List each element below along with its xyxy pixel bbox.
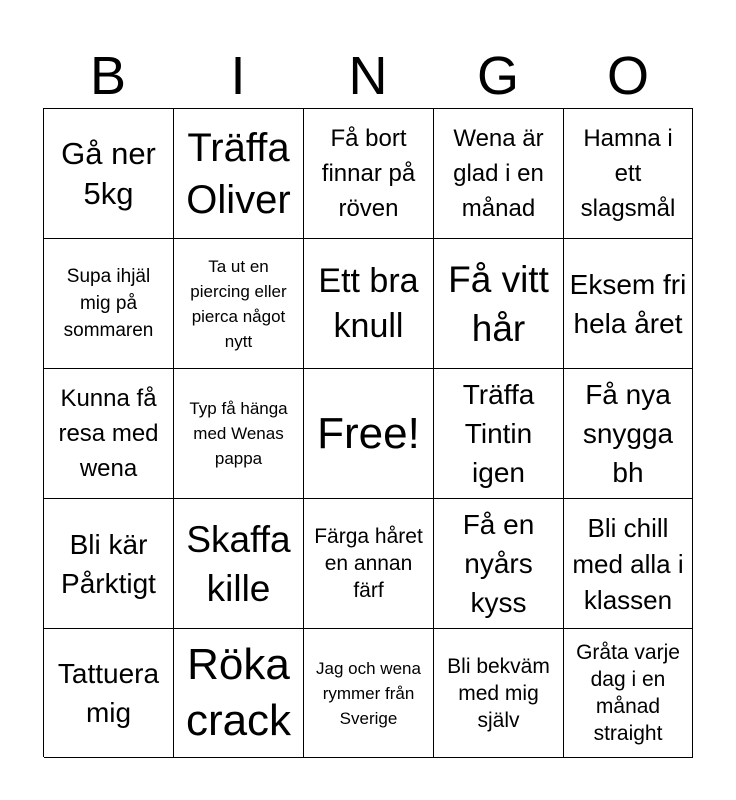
bingo-cell[interactable] [434,109,564,239]
bingo-board [43,108,693,757]
header-letter-o: O [606,46,649,106]
bingo-cell[interactable] [434,369,564,499]
bingo-cell[interactable] [434,629,564,758]
cell-text: Ett bra knull [318,261,419,345]
bingo-cell[interactable] [434,499,564,629]
cell-text: Färga håret en annan färf [314,525,423,602]
bingo-cell[interactable] [434,239,564,369]
cell-text: Träffa Oliver [186,125,291,222]
bingo-cell[interactable] [174,499,304,629]
bingo-cell[interactable] [44,499,174,629]
header-letter-i: I [230,46,246,106]
free-cell[interactable] [304,369,434,499]
cell-text: Gråta varje dag i en månad straight [576,641,680,745]
bingo-cell[interactable] [304,239,434,369]
cell-text: Bli bekväm med mig själv [447,654,550,732]
bingo-header [43,44,693,108]
cell-text: Kunna få resa med wena [58,385,159,482]
cell-text: Få bort finnar på röven [321,125,416,222]
cell-text: Jag och wena rymmer från Sverige [316,658,421,728]
cell-text: Tattuera mig [57,658,160,728]
cell-text: Eksem fri hela året [569,268,687,339]
cell-text: Skaffa kille [186,518,291,609]
bingo-cell[interactable] [304,499,434,629]
bingo-cell[interactable] [44,239,174,369]
header-letter-b: B [89,46,127,106]
cell-text: Wena är glad i en månad [453,125,544,222]
bingo-cell[interactable] [304,109,434,239]
cell-text: Bli chill med alla i klassen [572,512,684,615]
cell-text: Free! [317,408,420,458]
bingo-cell[interactable] [44,629,174,758]
cell-text: Gå ner 5kg [61,135,156,211]
cell-text: Hamna i ett slagsmål [580,125,676,222]
cell-text: Röka crack [185,640,292,745]
cell-text: Ta ut en piercing eller pierca något nytt [190,256,287,351]
bingo-cell[interactable] [304,629,434,758]
bingo-cell[interactable] [564,369,693,499]
bingo-cell[interactable] [44,109,174,239]
cell-text: Få nya snygga bh [582,379,674,488]
cell-text: Få vitt hår [448,258,549,349]
cell-text: Typ få hänga med Wenas pappa [189,399,288,468]
bingo-cell[interactable] [564,109,693,239]
bingo-cell[interactable] [564,629,693,758]
bingo-cell[interactable] [174,629,304,758]
cell-text: Bli kär Pårktigt [61,528,156,599]
bingo-cell[interactable] [174,109,304,239]
header-letter-n: N [348,46,388,106]
bingo-cell[interactable] [44,369,174,499]
bingo-cell[interactable] [174,369,304,499]
cell-text: Träffa Tintin igen [462,379,535,488]
bingo-cell[interactable] [564,499,693,629]
bingo-cell[interactable] [564,239,693,369]
bingo-cell[interactable] [174,239,304,369]
cell-text: Supa ihjäl mig på sommaren [63,266,154,341]
header-letter-g: G [476,46,519,106]
cell-text: Få en nyårs kyss [462,509,535,618]
